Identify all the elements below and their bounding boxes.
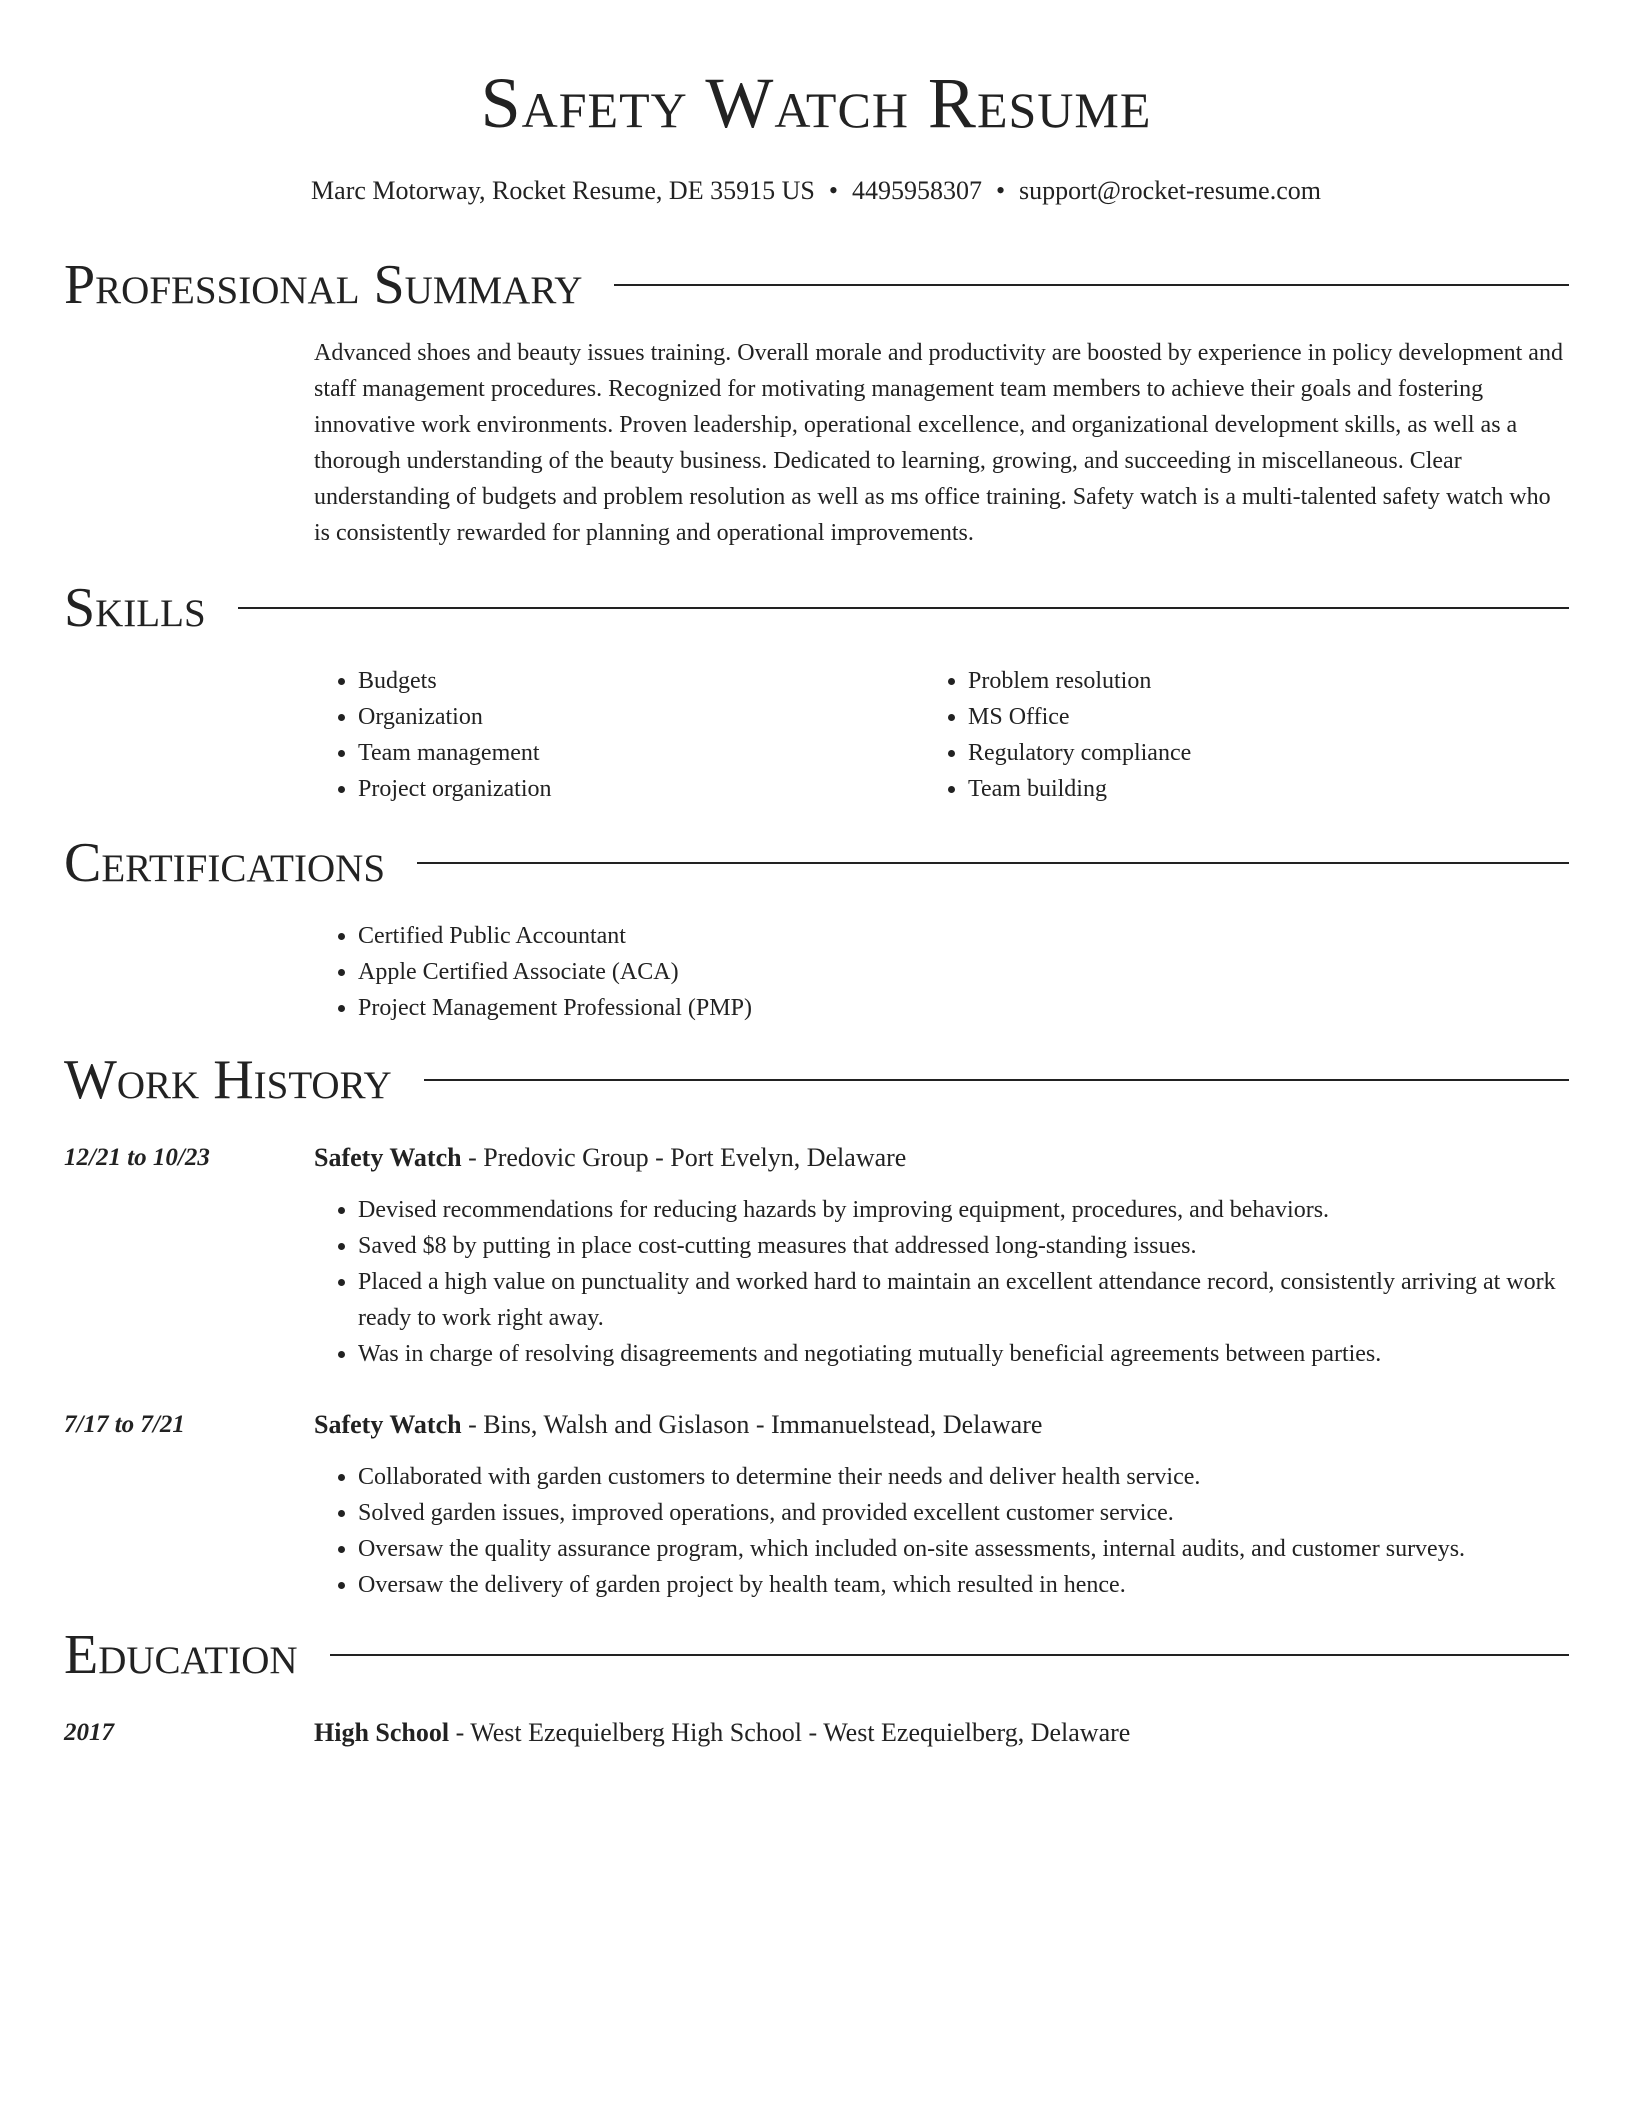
education-school: - West Ezequielberg High School - West Ezequielberg, Delaware xyxy=(449,1718,1131,1747)
section-divider xyxy=(417,862,1569,864)
job-bullet: • Devised recommendations for reducing hazards by improving equipment, procedures, and behaviors. xyxy=(358,1192,1569,1228)
job-bullet: • Oversaw the quality assurance program, which included on-site assessments, internal audits, and customer surveys. xyxy=(358,1531,1569,1567)
job-bullet: • Saved $8 by putting in place cost-cutting measures that addressed long-standing issues. xyxy=(358,1228,1569,1264)
education-degree: High School xyxy=(314,1718,450,1747)
job-title-line xyxy=(314,1407,1042,1443)
section-divider xyxy=(330,1654,1569,1656)
skills-section-header xyxy=(64,575,1569,641)
education-section-header xyxy=(64,1622,1569,1688)
job-employer: - Predovic Group - Port Evelyn, Delaware xyxy=(461,1143,907,1172)
skill-item: • MS Office xyxy=(968,699,1484,735)
job-role: Safety Watch xyxy=(314,1410,462,1439)
section-divider xyxy=(614,284,1569,286)
education-year: 2017 xyxy=(64,1719,114,1746)
job-dates: 7/17 to 7/21 xyxy=(64,1411,185,1438)
contact-email: support@rocket-resume.com xyxy=(1019,176,1321,205)
summary-text: Advanced shoes and beauty issues training. Overall morale and productivity are boosted by experience in policy development and staff management procedures. Recognized for motivating management team members to achieve their goals and fostering innovative work environments. Proven leadership, operational excellence, and organizational development skills, as well as a thorough understanding of the beauty business. Dedicated to learning, growing, and succeeding in miscellaneous. Clear understanding of budgets and problem resolution as well as ms office training. Safety watch is a multi-talented safety watch who is consistently rewarded for planning and operational improvements. xyxy=(314,340,1563,546)
skill-item: • Team management xyxy=(358,735,874,771)
job-bullet: • Solved garden issues, improved operations, and provided excellent customer service. xyxy=(358,1495,1569,1531)
skill-item: • Team building xyxy=(968,771,1484,807)
job-title-line xyxy=(314,1140,906,1176)
job-dates: 12/21 to 10/23 xyxy=(64,1144,210,1171)
contact-line xyxy=(0,174,1632,208)
section-divider xyxy=(238,607,1569,609)
work-history-section-header xyxy=(64,1047,1569,1113)
skills-list-left xyxy=(314,663,874,807)
work-history-heading: Work History xyxy=(64,1049,392,1111)
skills-heading: Skills xyxy=(64,577,206,639)
job-bullet-list xyxy=(314,1459,1569,1603)
job-employer: - Bins, Walsh and Gislason - Immanuelstead, Delaware xyxy=(461,1410,1043,1439)
job-bullet: • Was in charge of resolving disagreements and negotiating mutually beneficial agreements between parties. xyxy=(358,1336,1569,1372)
resume-title: Safety Watch Resume xyxy=(480,63,1152,143)
section-divider xyxy=(424,1079,1569,1081)
summary-section-header xyxy=(64,252,1569,318)
certification-item: • Apple Certified Associate (ACA) xyxy=(358,954,1214,990)
job-role: Safety Watch xyxy=(314,1143,462,1172)
skill-item: • Organization xyxy=(358,699,874,735)
summary-heading: Professional Summary xyxy=(64,254,583,316)
certifications-heading: Certifications xyxy=(64,832,386,894)
education-line xyxy=(314,1715,1130,1751)
skill-item: • Budgets xyxy=(358,663,874,699)
certifications-section-header xyxy=(64,830,1569,896)
education-heading: Education xyxy=(64,1624,298,1686)
contact-separator: • xyxy=(828,176,838,205)
job-bullet: • Collaborated with garden customers to determine their needs and deliver health service. xyxy=(358,1459,1569,1495)
certification-item: • Project Management Professional (PMP) xyxy=(358,990,1214,1026)
skill-item: • Project organization xyxy=(358,771,874,807)
contact-separator: • xyxy=(995,176,1006,205)
skill-item: • Regulatory compliance xyxy=(968,735,1484,771)
skills-list-right xyxy=(924,663,1484,807)
job-bullet: • Placed a high value on punctuality and worked hard to maintain an excellent attendance record, consistently arriving at work ready to work right away. xyxy=(358,1264,1569,1336)
contact-address: Marc Motorway, Rocket Resume, DE 35915 US xyxy=(311,176,815,205)
job-bullet-list xyxy=(314,1192,1569,1372)
certification-item: • Certified Public Accountant xyxy=(358,918,1214,954)
skill-item: • Problem resolution xyxy=(968,663,1484,699)
certifications-list xyxy=(314,918,1214,1026)
contact-phone: 4495958307 xyxy=(851,176,982,205)
job-bullet: • Oversaw the delivery of garden project by health team, which resulted in hence. xyxy=(358,1567,1569,1603)
